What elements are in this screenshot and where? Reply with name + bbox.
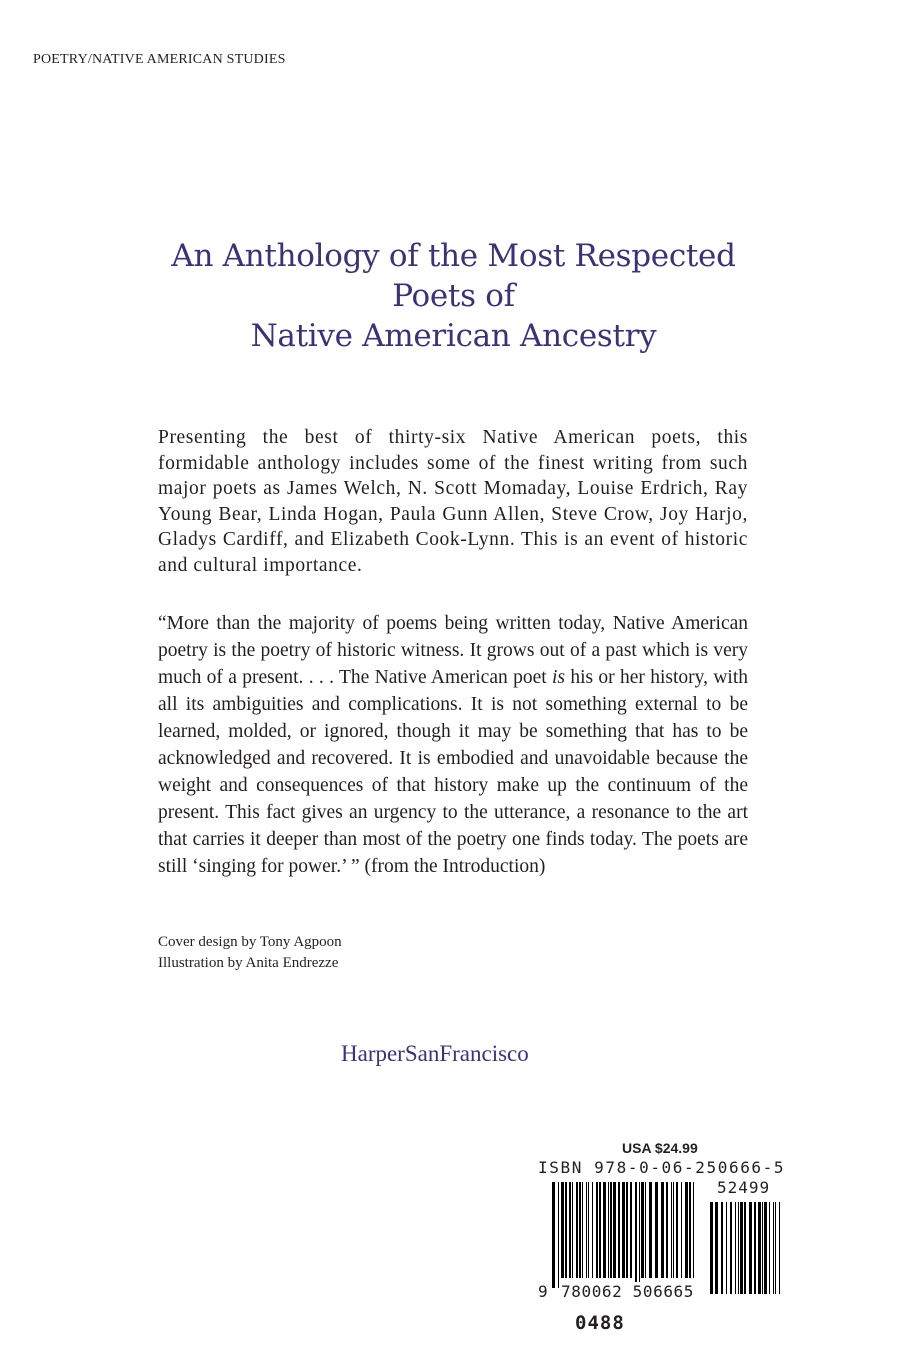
barcode-bar: [645, 1182, 646, 1278]
barcode-bar: [730, 1202, 732, 1294]
barcode-bar: [671, 1182, 672, 1278]
barcode-bar: [649, 1182, 652, 1278]
cover-design-credit: Cover design by Tony Agpoon: [158, 934, 342, 950]
ean-digits: 780062 506665: [561, 1282, 695, 1301]
barcode-bar: [599, 1182, 601, 1278]
ean-first-digit: 9: [538, 1282, 548, 1301]
barcode-bar: [726, 1202, 727, 1294]
barcode-bar: [641, 1182, 644, 1278]
barcode-bar: [582, 1182, 583, 1278]
quote-part-1: “More than the majority of poems being written today, Native American poetry is the poetry of historic witness. It grows out of a past which is very much of a present. . . . The Native American poet: [158, 613, 748, 688]
barcode-bar: [639, 1182, 640, 1288]
barcode-bar: [769, 1202, 770, 1294]
illustration-credit: Illustration by Anita Endrezze: [158, 955, 339, 971]
barcode-bar: [749, 1202, 752, 1294]
barcode-bar: [715, 1202, 718, 1294]
barcode-bar: [603, 1182, 606, 1278]
barcode-bar: [561, 1182, 564, 1278]
quote-emphasis: is: [551, 667, 565, 688]
credits: [158, 932, 342, 974]
barcode-bar: [710, 1202, 713, 1294]
barcode-bar: [586, 1182, 587, 1278]
barcode-bar: [738, 1202, 739, 1294]
barcode-bar: [558, 1182, 559, 1288]
barcode-bar: [661, 1182, 664, 1278]
headline-line-1: An Anthology of the Most Respected: [171, 238, 736, 274]
headline: [60, 236, 847, 356]
barcode-bar: [681, 1182, 682, 1278]
barcode-bar: [685, 1182, 688, 1278]
barcode-bar: [740, 1202, 743, 1294]
barcode-bar: [744, 1202, 746, 1294]
barcode-bar: [689, 1182, 691, 1278]
barcode-bar: [666, 1182, 668, 1278]
price-label: USA $24.99: [622, 1140, 698, 1156]
barcode-bar: [676, 1182, 678, 1278]
isbn-text: ISBN 978-0-06-250666-5: [538, 1158, 786, 1177]
barcode-bar: [673, 1182, 674, 1278]
barcode-bar: [608, 1182, 609, 1278]
code-number: 0488: [575, 1312, 625, 1334]
barcode-bar: [610, 1182, 612, 1278]
barcode-bar: [572, 1182, 573, 1278]
barcode-bar: [773, 1202, 774, 1294]
barcode-bar: [754, 1202, 756, 1294]
barcode-bar: [622, 1182, 625, 1278]
barcode-bar: [655, 1182, 658, 1278]
headline-line-2: Poets of: [392, 278, 515, 314]
barcode-bar: [596, 1182, 598, 1278]
category-label: POETRY/NATIVE AMERICAN STUDIES: [33, 52, 286, 67]
barcode-bar: [552, 1182, 555, 1288]
supplement-number: 52499: [717, 1178, 771, 1197]
barcode-bar: [779, 1202, 780, 1294]
barcode-bar: [762, 1202, 763, 1294]
barcode-bar: [576, 1182, 578, 1278]
barcode-bar: [592, 1182, 593, 1278]
barcode-bar: [721, 1202, 723, 1294]
barcode-bar: [626, 1182, 628, 1278]
barcode-bar: [635, 1182, 637, 1288]
barcode-bar: [565, 1182, 567, 1278]
introduction-quote: [158, 610, 748, 880]
publisher-name: HarperSanFrancisco: [341, 1041, 529, 1066]
barcode-bar: [613, 1182, 616, 1278]
description-paragraph: Presenting the best of thirty-six Native American poets, this formidable anthology includes some of the finest writing from such major poets as James Welch, N. Scott Momaday, Louise Erdrich, Ray Young Bear, Linda Hogan, Paula Gunn Allen, Steve Crow, Joy Harjo, Gladys Cardiff, and Elizabeth Cook-Lynn. This is an event of historic and cultural importance.: [158, 427, 748, 576]
quote-part-2: his or her history, with all its ambiguities and complications. It is not something external to be learned, molded, or ignored, though it may be something that has to be acknowledged and recovered. It is embodied and unavoidable because the weight and consequences of that history make up the continuum of the present. This fact gives an urgency to the utterance, a resonance to the art that carries it deeper than most of the poetry one finds today. The poets are still ‘singing for power.’ ” (from the Introduction): [158, 667, 748, 877]
barcode-bar: [735, 1202, 736, 1294]
headline-line-3: Native American Ancestry: [250, 318, 657, 354]
barcode-bar: [775, 1202, 776, 1294]
barcode-bar: [588, 1182, 589, 1278]
barcode-bar: [569, 1182, 571, 1278]
barcode-bar: [693, 1182, 694, 1278]
barcode-bar: [764, 1202, 767, 1294]
barcode-bar: [579, 1182, 581, 1278]
barcode-bar: [758, 1202, 761, 1294]
barcode-bar: [618, 1182, 620, 1278]
barcode-bar: [630, 1182, 632, 1278]
